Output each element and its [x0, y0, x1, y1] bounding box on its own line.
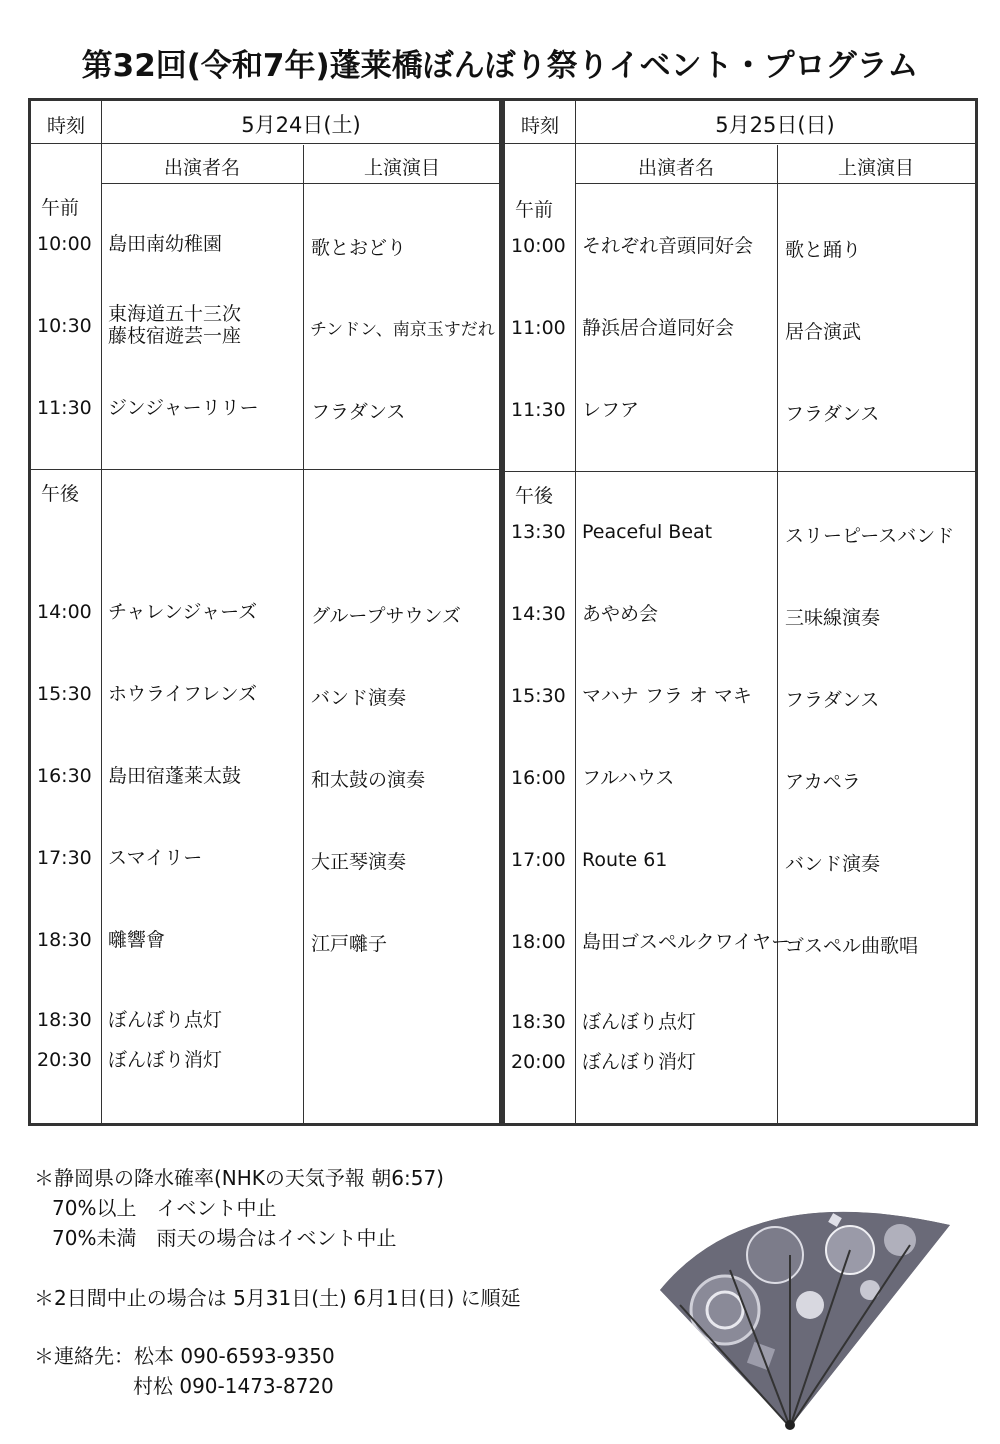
program-cell: フラダンス [785, 689, 880, 711]
program-cell: ゴスペル曲歌唱 [785, 935, 919, 957]
program-cell: アカペラ [785, 771, 861, 793]
time-cell: 13:30 [511, 521, 566, 543]
program-cell: 三味線演奏 [785, 607, 881, 629]
time-header: 時刻 [46, 115, 85, 137]
time-cell: 15:30 [37, 683, 92, 705]
performer-cell: Route 61 [582, 849, 668, 871]
time-cell: 18:30 [37, 1009, 92, 1031]
time-cell: 16:30 [37, 765, 92, 787]
date-header: 5月24日(土) [241, 113, 361, 137]
time-cell: 15:30 [511, 685, 566, 707]
program-cell: スリーピースバンド [785, 525, 955, 547]
performer-cell: ホウライフレンズ [108, 683, 258, 705]
program-cell: バンド演奏 [311, 687, 407, 709]
time-cell: 11:00 [511, 317, 566, 339]
note-contact-2: 村松 090-1473-8720 [133, 1374, 334, 1398]
schedule-table-day1 [28, 98, 502, 1126]
note-contact-1: ＊連絡先：松本 090-6593-9350 [34, 1344, 335, 1368]
time-header: 時刻 [520, 115, 559, 137]
time-cell: 11:30 [511, 399, 566, 421]
time-cell: 16:00 [511, 767, 566, 789]
time-cell: 10:30 [37, 315, 92, 337]
pm-label: 午後 [515, 485, 554, 507]
program-cell: グループサウンズ [311, 605, 461, 627]
note-rain-1: 70%以上 イベント中止 [52, 1196, 277, 1220]
program-cell: 歌と踊り [785, 239, 862, 261]
performer-cell: 島田南幼稚園 [108, 233, 223, 255]
program-cell: バンド演奏 [785, 853, 881, 875]
program-cell: フラダンス [311, 401, 406, 423]
program-cell: 江戸囃子 [311, 933, 388, 955]
performer-cell: それぞれ音頭同好会 [582, 235, 754, 257]
program-cell: 和太鼓の演奏 [311, 769, 426, 791]
time-cell: 18:30 [37, 929, 92, 951]
performer-cell: 東海道五十三次 藤枝宿遊芸一座 [108, 303, 242, 347]
program-cell: 大正琴演奏 [311, 851, 407, 873]
col-performer-header: 出演者名 [163, 157, 240, 179]
col-program-header: 上演演目 [363, 157, 440, 179]
time-cell: 11:30 [37, 397, 92, 419]
page-title: 第32回(令和7年)蓬莱橋ぼんぼり祭りイベント・プログラム [81, 48, 919, 84]
time-cell: 20:00 [511, 1051, 566, 1073]
time-cell: 10:00 [511, 235, 566, 257]
col-performer-header: 出演者名 [637, 157, 714, 179]
time-cell: 17:30 [37, 847, 92, 869]
time-cell: 14:00 [37, 601, 92, 623]
performer-cell: 静浜居合道同好会 [582, 317, 735, 339]
performer-cell: ぼんぼり点灯 [108, 1009, 223, 1031]
time-cell: 20:30 [37, 1049, 92, 1071]
note-rain-title: ＊静岡県の降水確率(NHKの天気予報 朝6:57) [34, 1166, 444, 1190]
program-cell: 居合演武 [785, 321, 862, 343]
date-header: 5月25日(日) [715, 113, 835, 137]
col-program-header: 上演演目 [837, 157, 914, 179]
performer-cell: あやめ会 [582, 603, 659, 625]
performer-cell: 島田ゴスペルクワイヤー [582, 931, 791, 953]
program-cell: チンドン、南京玉すだれ [310, 320, 495, 340]
performer-cell: ぼんぼり消灯 [108, 1049, 223, 1071]
time-cell: 18:00 [511, 931, 566, 953]
schedule-table-day2 [502, 98, 978, 1126]
performer-cell: 島田宿蓬莱太鼓 [108, 765, 242, 787]
performer-cell: ぼんぼり点灯 [582, 1011, 697, 1033]
performer-cell: チャレンジャーズ [108, 601, 258, 623]
program-cell: 歌とおどり [311, 237, 407, 259]
pm-label: 午後 [41, 483, 80, 505]
time-cell: 14:30 [511, 603, 566, 625]
am-label: 午前 [515, 199, 554, 221]
performer-cell: スマイリー [108, 847, 203, 869]
performer-cell: Peaceful Beat [582, 521, 713, 543]
time-cell: 18:30 [511, 1011, 566, 1033]
performer-cell: ぼんぼり消灯 [582, 1051, 697, 1073]
time-cell: 10:00 [37, 233, 92, 255]
note-postpone: ＊2日間中止の場合は 5月31日(土) 6月1日(日) に順延 [34, 1286, 521, 1310]
folding-fan-illustration [640, 1195, 970, 1435]
am-label: 午前 [41, 197, 80, 219]
program-cell: フラダンス [785, 403, 880, 425]
performer-cell: ジンジャーリリー [108, 397, 259, 419]
note-rain-2: 70%未満 雨天の場合はイベント中止 [52, 1226, 397, 1250]
performer-cell: フルハウス [582, 767, 675, 789]
performer-cell: 囃響會 [108, 929, 166, 951]
time-cell: 17:00 [511, 849, 566, 871]
performer-cell: マハナ フラ オ マキ [582, 685, 752, 707]
performer-cell: レフア [582, 399, 640, 421]
